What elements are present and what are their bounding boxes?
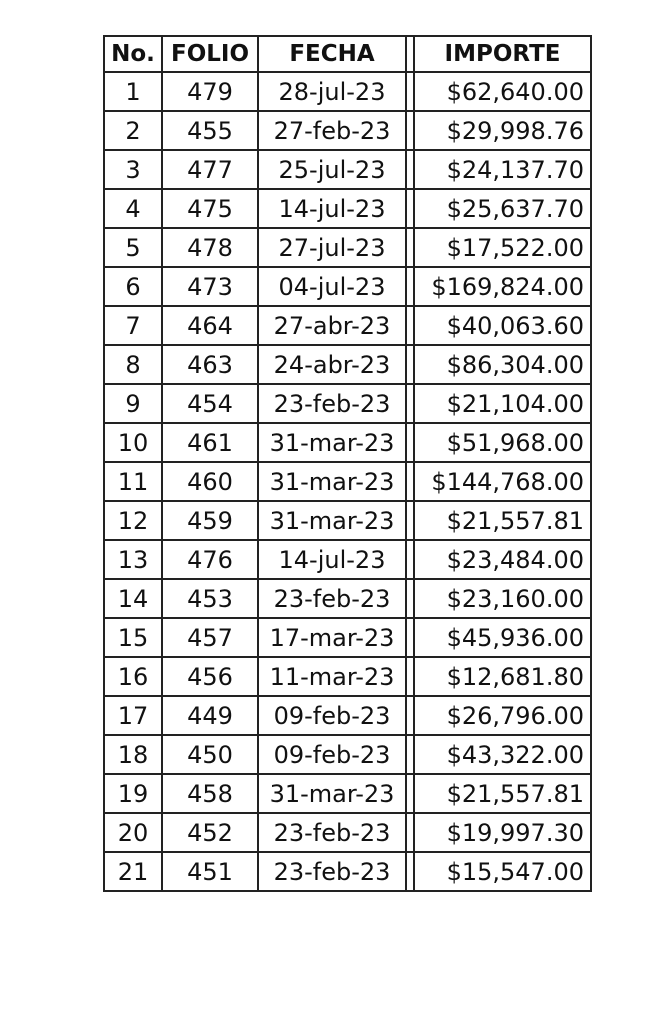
cell-importe: $17,522.00: [414, 228, 591, 267]
column-divider: [406, 501, 414, 540]
table-row: [104, 72, 591, 111]
cell-fecha: 09-feb-23: [258, 696, 406, 735]
invoice-table: [103, 35, 592, 892]
cell-fecha: 27-abr-23: [258, 306, 406, 345]
cell-fecha: 31-mar-23: [258, 501, 406, 540]
cell-importe: $51,968.00: [414, 423, 591, 462]
cell-no: 14: [104, 579, 162, 618]
cell-importe: $144,768.00: [414, 462, 591, 501]
cell-folio: 475: [162, 189, 258, 228]
cell-importe: $24,137.70: [414, 150, 591, 189]
cell-fecha: 23-feb-23: [258, 579, 406, 618]
cell-no: 16: [104, 657, 162, 696]
cell-fecha: 23-feb-23: [258, 384, 406, 423]
cell-folio: 460: [162, 462, 258, 501]
column-divider: [406, 345, 414, 384]
cell-folio: 461: [162, 423, 258, 462]
cell-importe: $19,997.30: [414, 813, 591, 852]
cell-importe: $21,557.81: [414, 501, 591, 540]
cell-fecha: 27-jul-23: [258, 228, 406, 267]
cell-fecha: 23-feb-23: [258, 852, 406, 891]
cell-folio: 473: [162, 267, 258, 306]
column-divider: [406, 36, 414, 72]
cell-importe: $21,557.81: [414, 774, 591, 813]
table-row: [104, 852, 591, 891]
cell-importe: $62,640.00: [414, 72, 591, 111]
cell-no: 6: [104, 267, 162, 306]
table-row: [104, 735, 591, 774]
header-folio: FOLIO: [162, 36, 258, 72]
header-importe: IMPORTE: [414, 36, 591, 72]
cell-no: 19: [104, 774, 162, 813]
cell-no: 5: [104, 228, 162, 267]
table-row: [104, 579, 591, 618]
cell-importe: $23,484.00: [414, 540, 591, 579]
cell-fecha: 24-abr-23: [258, 345, 406, 384]
column-divider: [406, 540, 414, 579]
cell-folio: 456: [162, 657, 258, 696]
cell-importe: $169,824.00: [414, 267, 591, 306]
column-divider: [406, 813, 414, 852]
cell-fecha: 04-jul-23: [258, 267, 406, 306]
column-divider: [406, 72, 414, 111]
cell-no: 2: [104, 111, 162, 150]
cell-importe: $29,998.76: [414, 111, 591, 150]
cell-folio: 450: [162, 735, 258, 774]
cell-no: 9: [104, 384, 162, 423]
cell-folio: 459: [162, 501, 258, 540]
cell-fecha: 27-feb-23: [258, 111, 406, 150]
column-divider: [406, 228, 414, 267]
header-no: No.: [104, 36, 162, 72]
cell-no: 13: [104, 540, 162, 579]
table-row: [104, 150, 591, 189]
cell-fecha: 31-mar-23: [258, 423, 406, 462]
cell-fecha: 14-jul-23: [258, 189, 406, 228]
cell-importe: $15,547.00: [414, 852, 591, 891]
table-body: [104, 72, 591, 891]
cell-no: 1: [104, 72, 162, 111]
cell-no: 15: [104, 618, 162, 657]
table-row: [104, 696, 591, 735]
table-row: [104, 501, 591, 540]
cell-importe: $40,063.60: [414, 306, 591, 345]
table-row: [104, 345, 591, 384]
cell-no: 21: [104, 852, 162, 891]
column-divider: [406, 852, 414, 891]
table-row: [104, 111, 591, 150]
cell-fecha: 11-mar-23: [258, 657, 406, 696]
cell-importe: $21,104.00: [414, 384, 591, 423]
table-row: [104, 189, 591, 228]
cell-folio: 454: [162, 384, 258, 423]
table-row: [104, 540, 591, 579]
table-row: [104, 657, 591, 696]
table-row: [104, 462, 591, 501]
cell-no: 20: [104, 813, 162, 852]
table-row: [104, 306, 591, 345]
cell-folio: 458: [162, 774, 258, 813]
cell-no: 3: [104, 150, 162, 189]
cell-folio: 455: [162, 111, 258, 150]
cell-importe: $23,160.00: [414, 579, 591, 618]
cell-fecha: 09-feb-23: [258, 735, 406, 774]
column-divider: [406, 735, 414, 774]
cell-no: 12: [104, 501, 162, 540]
cell-folio: 452: [162, 813, 258, 852]
header-row: [104, 36, 591, 72]
cell-fecha: 28-jul-23: [258, 72, 406, 111]
table-row: [104, 423, 591, 462]
table-row: [104, 813, 591, 852]
cell-no: 10: [104, 423, 162, 462]
cell-folio: 457: [162, 618, 258, 657]
cell-importe: $26,796.00: [414, 696, 591, 735]
cell-fecha: 14-jul-23: [258, 540, 406, 579]
column-divider: [406, 267, 414, 306]
cell-folio: 451: [162, 852, 258, 891]
cell-importe: $43,322.00: [414, 735, 591, 774]
cell-folio: 463: [162, 345, 258, 384]
cell-fecha: 25-jul-23: [258, 150, 406, 189]
cell-no: 11: [104, 462, 162, 501]
table-row: [104, 384, 591, 423]
cell-folio: 453: [162, 579, 258, 618]
column-divider: [406, 696, 414, 735]
cell-no: 7: [104, 306, 162, 345]
cell-fecha: 31-mar-23: [258, 774, 406, 813]
cell-importe: $86,304.00: [414, 345, 591, 384]
cell-fecha: 23-feb-23: [258, 813, 406, 852]
cell-folio: 464: [162, 306, 258, 345]
column-divider: [406, 657, 414, 696]
column-divider: [406, 423, 414, 462]
column-divider: [406, 306, 414, 345]
table-row: [104, 618, 591, 657]
column-divider: [406, 462, 414, 501]
cell-folio: 476: [162, 540, 258, 579]
cell-folio: 449: [162, 696, 258, 735]
column-divider: [406, 189, 414, 228]
column-divider: [406, 384, 414, 423]
table-row: [104, 228, 591, 267]
cell-no: 4: [104, 189, 162, 228]
cell-no: 18: [104, 735, 162, 774]
cell-folio: 477: [162, 150, 258, 189]
cell-no: 8: [104, 345, 162, 384]
cell-folio: 478: [162, 228, 258, 267]
table-header: [104, 36, 591, 72]
cell-folio: 479: [162, 72, 258, 111]
cell-fecha: 31-mar-23: [258, 462, 406, 501]
column-divider: [406, 150, 414, 189]
cell-importe: $25,637.70: [414, 189, 591, 228]
cell-fecha: 17-mar-23: [258, 618, 406, 657]
cell-no: 17: [104, 696, 162, 735]
column-divider: [406, 111, 414, 150]
cell-importe: $45,936.00: [414, 618, 591, 657]
table-row: [104, 774, 591, 813]
cell-importe: $12,681.80: [414, 657, 591, 696]
table-row: [104, 267, 591, 306]
header-fecha: FECHA: [258, 36, 406, 72]
column-divider: [406, 618, 414, 657]
column-divider: [406, 774, 414, 813]
column-divider: [406, 579, 414, 618]
